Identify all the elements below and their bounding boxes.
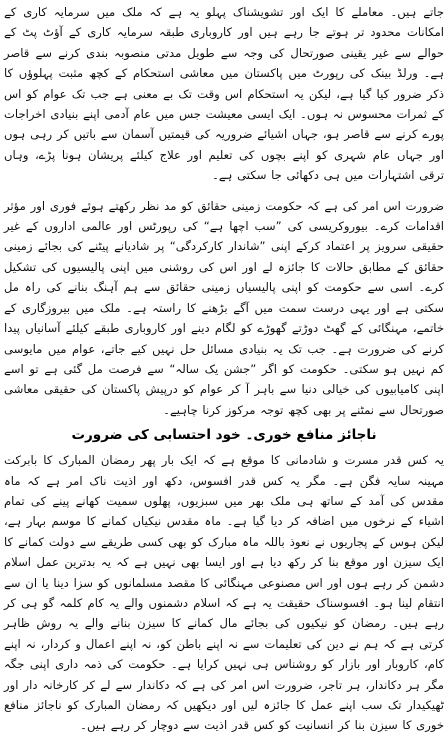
article-paragraph: یہ کس قدر مسرت و شادمانی کا موقع ہے کہ ایک بار پھر رمضان المبارک کا بابرکت مہینہ سایہ فگن ہے۔ مگر یہ کس قدر افسوس، دکھ اور اذیت ناک امر ہے کہ ماہ مقدس کی آمد کے ساتھ ہی ملک بھر میں سبزیوں، پھلوں سمیت کھانے پینے کی تمام اشیاء کے نرخوں میں اضافہ کر دیا گیا ہے۔ ماہ مقدس نیکیاں کمانے کا موسم بہار ہے، لیکن ہوس کے پجاریوں نے نعوذ باللہ ماہ مبارک کو بھی کسی طریقے سے دولت کمانے کا ایک سیزن اور موقع بنا کر رکھ دیا ہے اور ایسا بھی نہیں ہے کہ یہ بدترین عمل اسلام دشمن کر رہے ہوں اور اس مصنوعی مہنگائی کا مقصد مسلمانوں کو سزا دینا یا ان سے انتقام لینا ہو۔ افسوسناک حقیقت یہ ہے کہ اسلام دشمنوں والے یہ کام کلمہ گو ہی کر رہے ہیں۔ رمضان کو نیکیوں کی بجائے مال کمانے کا سیزن بنانے والے یہ روش ظاہر کرتی ہے کہ ہم نے دین کی تعلیمات سے نہ اپنے باطن کو، نہ اپنے اعمال و کردار، نہ اپنے کام، کاروبار اور بازار کو روشناس ہی نہیں کرایا ہے۔ حکومت کی ذمہ داری اپنی جگہ مگر ہر دکاندار، ہر تاجر، ضرورت اس امر کی ہے کہ دکاندار سے لے کر کارخانہ دار اور ٹھیکیدار تک سب اپنے عمل کا جائزہ لیں اور دیکھیں کہ رمضان المبارک کو ناجائز منافع خوری کا سیزن بنا کر انسانیت کو کس قدر اذیت سے دوچار کر رہے ہیں۔ [4, 453, 444, 733]
section-heading: ناجائز منافع خوری۔ خود احتسابی کی ضرورت [71, 427, 377, 444]
article-paragraph: ضرورت اس امر کی ہے کہ حکومت زمینی حقائق کو مد نظر رکھتے ہوئے فوری اور مؤثر اقدامات کرے۔ بیوروکریسی کی ”سب اچھا ہے“ کی رپورٹس اور عالمی اداروں کے غیر حقیقی سرویز پر اعتماد کرکے اپنی ”شاندار کارکردگی“ پر شادیانے پیٹنے کی بجائے زمینی حقائق کے مطابق حالات کا جائزہ لے اور اس کی روشنی میں اپنی پالیسیوں کی تشکیل کرے۔ اسی سے حکومت کو اپنی پالیسیاں زمینی حقائق سے ہم آہنگ بنانے کی راہ مل سکتی ہے اور یہی درست سمت میں آگے بڑھنے کا راستہ ہے۔ ملک میں بیروزگاری کے خاتمے، مہنگائی کے گھٹ دوڑتے گھوڑے کو لگام دینے اور کاروباری طبقے کیلئے آسانیاں پیدا کرنے کی ضرورت ہے۔ جب تک یہ بنیادی مسائل حل نہیں کیے جاتے، عوام میں مایوسی کم نہیں ہو سکتی۔ حکومت کو اگر ”جشن یک سالہ“ سے فرصت مل گئی ہے تو اسے اپنی کامیابیوں کی خیالی دنیا سے باہر آ کر عوام کو درپیش پاکستان کی حقیقی معاشی صورتحال سے نمٹنے پر بھی کچھ توجہ مرکوز کرنا چاہیے۔ [4, 198, 444, 417]
paragraph-spacer [4, 186, 444, 196]
article-paragraph: جاتے ہیں۔ معاملے کا ایک اور تشویشناک پہلو یہ ہے کہ ملک میں سرمایہ کاری کے امکانات محدود تر ہوتے جا رہے ہیں اور کاروباری طبقہ سرمایہ کاری کے آؤٹ پٹ کے حوالے سے غیر یقینی صورتحال کی وجہ سے طویل مدتی منصوبہ بندی کرنے سے قاصر ہے۔ ورلڈ بینک کی رپورٹ میں پاکستان میں معاشی استحکام کے کچھ مثبت پہلوؤں کا ذکر ضرور کیا گیا ہے، لیکن یہ استحکام اس وقت تک بے معنی ہے جب تک عوام کو اس کے ثمرات محسوس نہ ہوں۔ ایک ایسی معیشت جس میں عام آدمی اپنے بنیادی اخراجات پورے کرنے سے قاصر ہو، جہاں اشیائے ضروریہ کی قیمتیں آسمان سے باتیں کر رہی ہوں اور جہاں عام شہری کو اپنے بچوں کی تعلیم اور علاج کیلئے پریشان ہونا پڑے، وہاں ترقی اشتہارات میں ہی دکھائی جا سکتی ہے۔ [4, 5, 444, 183]
